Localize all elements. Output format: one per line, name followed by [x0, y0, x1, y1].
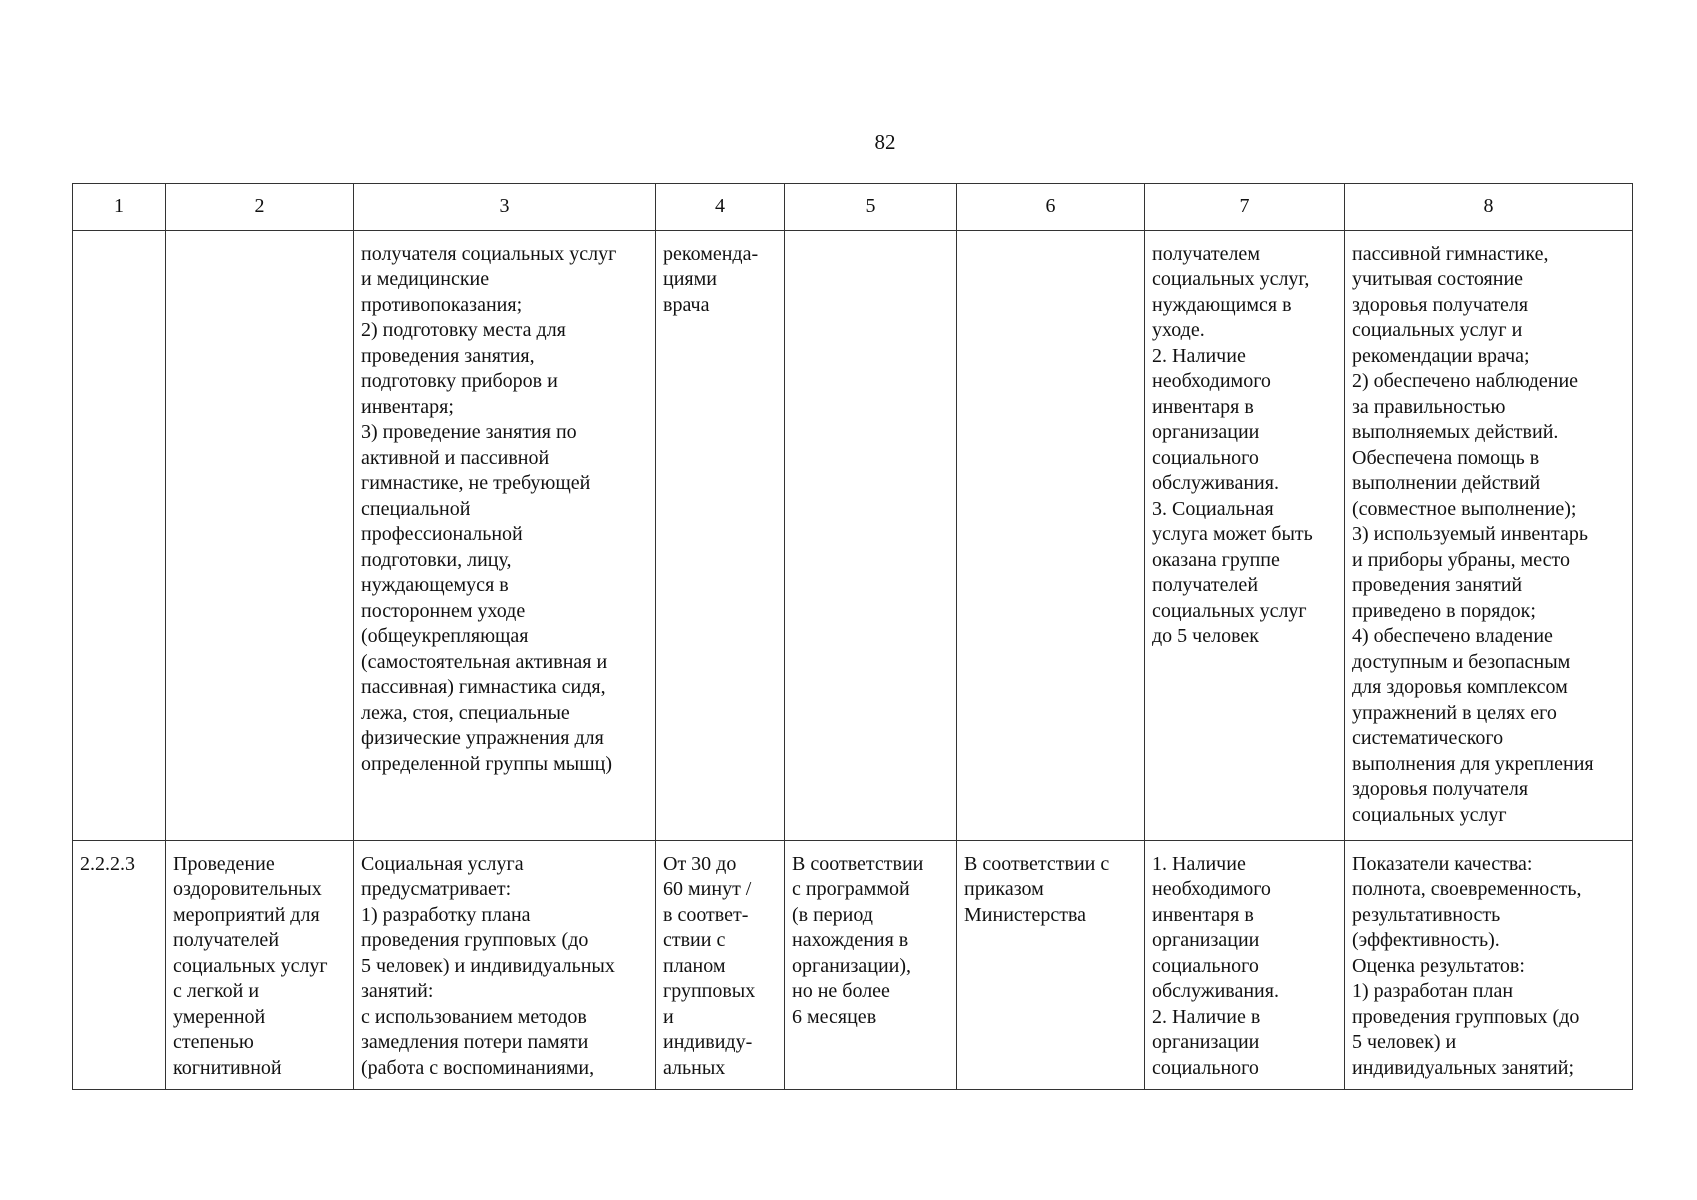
table-cell: Показатели качества: полнота, своевременность, результативность (эффективность). Оценка результатов: 1) разработан план проведения групповых (до 5 человек) и индивидуальных занятий;	[1345, 840, 1633, 1090]
table-cell: 1. Наличие необходимого инвентаря в организации социального обслуживания. 2. Наличие в организации социального	[1145, 840, 1345, 1090]
column-number: 8	[1345, 184, 1633, 231]
table-cell	[73, 230, 166, 840]
column-number: 7	[1145, 184, 1345, 231]
column-number: 6	[957, 184, 1145, 231]
services-table	[72, 183, 1633, 1090]
column-number: 5	[785, 184, 957, 231]
table-cell: получателем социальных услуг, нуждающимся в уходе. 2. Наличие необходимого инвентаря в организации социального обслуживания. 3. Социальная услуга может быть оказана группе получателей социальных услуг до 5 человек	[1145, 230, 1345, 840]
table-cell	[785, 230, 957, 840]
column-number: 1	[73, 184, 166, 231]
column-number: 2	[166, 184, 354, 231]
table-cell	[957, 230, 1145, 840]
table-row	[73, 840, 1633, 1090]
column-number: 3	[354, 184, 656, 231]
table-cell: В соответствии с программой (в период нахождения в организации), но не более 6 месяцев	[785, 840, 957, 1090]
table-cell: От 30 до 60 минут / в соответ- ствии с планом групповых и индивиду- альных	[656, 840, 785, 1090]
table-cell: пассивной гимнастике, учитывая состояние здоровья получателя социальных услуг и рекомендации врача; 2) обеспечено наблюдение за правильностью выполняемых действий. Обеспечена помощь в выполнении действий (совместное выполнение); 3) используемый инвентарь и приборы убраны, место проведения занятий приведено в порядок; 4) обеспечено владение доступным и безопасным для здоровья комплексом упражнений в целях его систематического выполнения для укрепления здоровья получателя социальных услуг	[1345, 230, 1633, 840]
table-cell: рекоменда- циями врача	[656, 230, 785, 840]
column-number: 4	[656, 184, 785, 231]
table-cell: 2.2.2.3	[73, 840, 166, 1090]
table-cell: получателя социальных услуг и медицинские противопоказания; 2) подготовку места для проведения занятия, подготовку приборов и инвентаря; 3) проведение занятия по активной и пассивной гимнастике, не требующей специальной профессиональной подготовки, лицу, нуждающемуся в постороннем уходе (общеукрепляющая (самостоятельная активная и пассивная) гимнастика сидя, лежа, стоя, специальные физические упражнения для определенной группы мышц)	[354, 230, 656, 840]
table-cell: Социальная услуга предусматривает: 1) разработку плана проведения групповых (до 5 человек) и индивидуальных занятий: с использованием методов замедления потери памяти (работа с воспоминаниями,	[354, 840, 656, 1090]
table-cell: В соответствии с приказом Министерства	[957, 840, 1145, 1090]
table-row	[73, 230, 1633, 840]
table-cell	[166, 230, 354, 840]
table-cell: Проведение оздоровительных мероприятий для получателей социальных услуг с легкой и умеренной степенью когнитивной	[166, 840, 354, 1090]
column-number-row	[73, 184, 1633, 231]
page-number: 82	[874, 130, 896, 154]
